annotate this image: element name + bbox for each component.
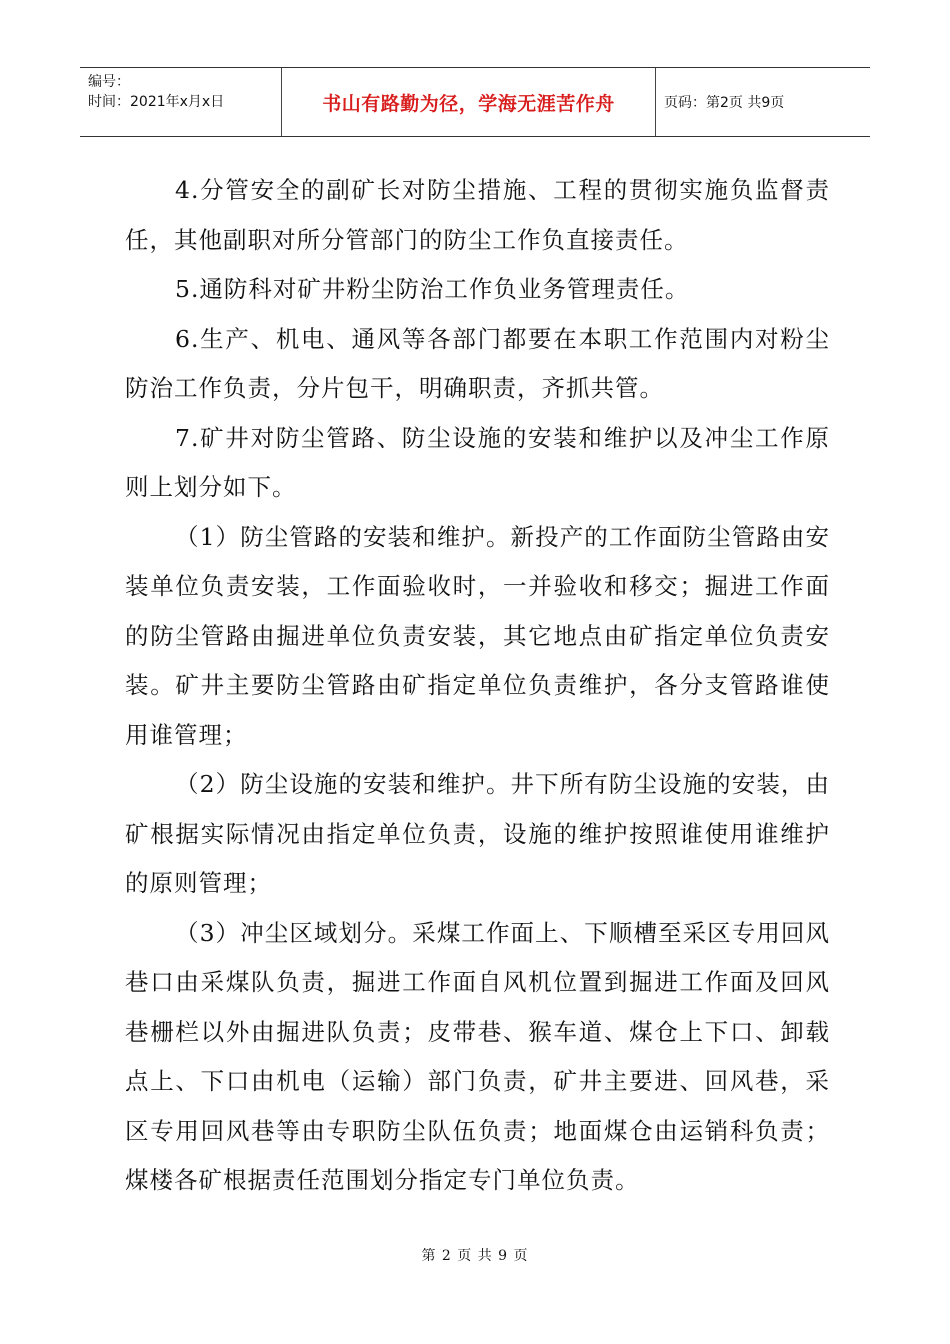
document-body — [125, 166, 830, 1206]
paragraph-6: 6.生产、机电、通风等各部门都要在本职工作范围内对粉尘防治工作负责，分片包干，明确职责，齐抓共管。 — [125, 324, 830, 402]
header-motto: 书山有路勤为径，学海无涯苦作舟 — [282, 68, 656, 136]
page-footer: 第 2 页 共 9 页 — [421, 1248, 529, 1264]
page-header — [80, 67, 870, 137]
paragraph-4: 4.分管安全的副矿长对防尘措施、工程的贯彻实施负监督责任，其他副职对所分管部门的防尘工作负直接责任。 — [125, 176, 830, 254]
paragraph-7-1: （1）防尘管路的安装和维护。新投产的工作面防尘管路由安装单位负责安装，工作面验收时，一并验收和移交；掘进工作面的防尘管路由掘进单位负责安装，其它地点由矿指定单位负责安装。矿井主要防尘管路由矿指定单位负责维护，各分支管路谁使用谁管理； — [125, 522, 830, 749]
serial-label: 编号： — [88, 74, 130, 90]
paragraph-7-2: （2）防尘设施的安装和维护。井下所有防尘设施的安装，由矿根据实际情况由指定单位负责，设施的维护按照谁使用谁维护的原则管理； — [125, 770, 830, 897]
paragraph-7-3: （3）冲尘区域划分。采煤工作面上、下顺槽至采区专用回风巷口由采煤队负责，掘进工作面自风机位置到掘进工作面及回风巷栅栏以外由掘进队负责；皮带巷、猴车道、煤仓上下口、卸载点上、下口由机电（运输）部门负责，矿井主要进、回风巷，采区专用回风巷等由专职防尘队伍负责；地面煤仓由运销科负责；煤楼各矿根据责任范围划分指定专门单位负责。 — [125, 918, 830, 1194]
header-info-cell — [80, 68, 282, 136]
time-label: 时间：2021年x月x日 — [88, 94, 225, 110]
paragraph-7: 7.矿井对防尘管路、防尘设施的安装和维护以及冲尘工作原则上划分如下。 — [125, 423, 830, 501]
header-page-code: 页码：第2页 共9页 — [664, 95, 785, 111]
paragraph-5: 5.通防科对矿井粉尘防治工作负业务管理责任。 — [175, 275, 690, 303]
